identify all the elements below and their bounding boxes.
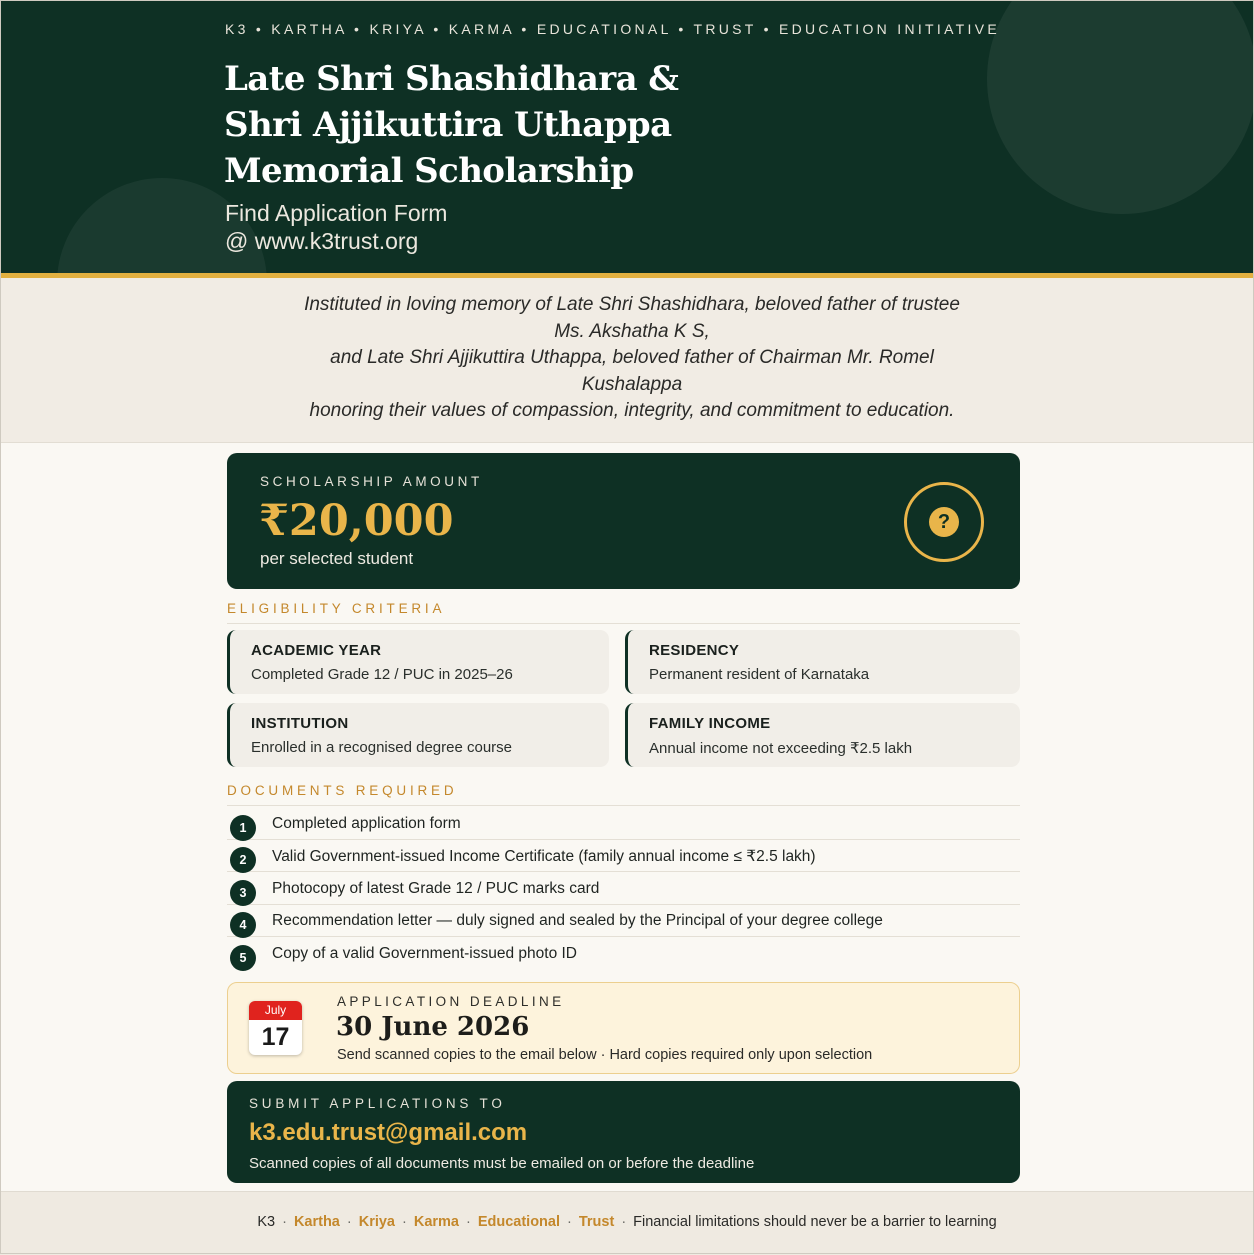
- scholarship-amount-card: [227, 453, 1020, 589]
- footer: [0, 1191, 1254, 1255]
- dedication-line: Instituted in loving memory of Late Shri Shashidhara, beloved father of trustee: [304, 294, 960, 315]
- question-badge-icon[interactable]: [904, 482, 984, 562]
- document-number: 5: [230, 945, 256, 971]
- calendar-day: 17: [261, 1023, 290, 1051]
- document-item: [227, 840, 1020, 872]
- deadline-date: 30 June 2026: [336, 1012, 530, 1042]
- deadline-label: APPLICATION DEADLINE: [337, 994, 565, 1009]
- document-item: [227, 905, 1020, 937]
- document-text: Valid Government-issued Income Certificate (family annual income ≤ ₹2.5 lakh): [272, 848, 816, 865]
- trust-tagline: K3 • KARTHA • KRIYA • KARMA • EDUCATIONAL • TRUST • EDUCATION INITIATIVE: [225, 21, 1000, 37]
- footer-word: Trust: [578, 1214, 615, 1230]
- footer-word: Karma: [413, 1214, 459, 1230]
- title-line: Memorial Scholarship: [224, 151, 634, 191]
- document-text: Recommendation letter — duly signed and sealed by the Principal of your degree college: [272, 912, 883, 929]
- footer-line: [0, 1214, 1254, 1230]
- document-number: 3: [230, 880, 256, 906]
- footer-separator: ·: [621, 1214, 627, 1230]
- scholarship-title: [224, 56, 864, 194]
- document-text: Completed application form: [272, 815, 461, 832]
- footer-word: Kartha: [293, 1214, 340, 1230]
- eligibility-desc: Permanent resident of Karnataka: [649, 666, 870, 683]
- footer-separator: ·: [402, 1214, 407, 1230]
- footer-motto: Financial limitations should never be a barrier to learning: [633, 1214, 997, 1230]
- eligibility-desc: Enrolled in a recognised degree course: [251, 739, 512, 756]
- footer-separator: ·: [282, 1214, 287, 1230]
- submit-email-link[interactable]: k3.edu.trust@gmail.com: [249, 1119, 528, 1146]
- dedication-text: [262, 292, 1002, 425]
- eligibility-title: RESIDENCY: [649, 642, 740, 659]
- documents-heading: DOCUMENTS REQUIRED: [227, 783, 1020, 806]
- eligibility-card-residency: [625, 630, 1020, 694]
- amount-value: ₹20,000: [259, 496, 454, 546]
- eligibility-heading: ELIGIBILITY CRITERIA: [227, 601, 1020, 624]
- dedication-line: Ms. Akshatha K S,: [554, 320, 710, 342]
- eligibility-title: INSTITUTION: [251, 715, 349, 732]
- submit-label: SUBMIT APPLICATIONS TO: [249, 1096, 506, 1111]
- document-number: 2: [230, 847, 256, 873]
- document-text: Photocopy of latest Grade 12 / PUC marks card: [272, 880, 600, 897]
- title-line: Shri Ajjikuttira Uthappa: [224, 105, 672, 145]
- amount-label: SCHOLARSHIP AMOUNT: [260, 474, 483, 489]
- document-item: [227, 808, 1020, 840]
- deadline-note: Send scanned copies to the email below · Hard copies required only upon selection: [337, 1047, 873, 1063]
- footer-separator: ·: [346, 1214, 352, 1230]
- eligibility-card-family-income: [625, 703, 1020, 767]
- deadline-card: [227, 982, 1020, 1074]
- decorative-circle: [987, 0, 1254, 214]
- application-form-info: [225, 199, 447, 255]
- eligibility-card-academic-year: [227, 630, 609, 694]
- amount-note: per selected student: [260, 549, 414, 568]
- footer-prefix: K3: [257, 1214, 276, 1230]
- dedication-section: [0, 278, 1254, 443]
- submit-card: [227, 1081, 1020, 1183]
- eligibility-desc: Completed Grade 12 / PUC in 2025–26: [251, 666, 513, 683]
- footer-word: Educational: [477, 1214, 561, 1230]
- website-link[interactable]: @ www.k3trust.org: [225, 228, 419, 254]
- document-item: [227, 938, 1020, 970]
- footer-separator: ·: [567, 1214, 572, 1230]
- subtitle-line: Find Application Form: [225, 200, 448, 226]
- document-text: Copy of a valid Government-issued photo ID: [272, 945, 577, 962]
- document-number: 1: [230, 815, 256, 841]
- dedication-line: Kushalappa: [581, 373, 683, 395]
- eligibility-title: ACADEMIC YEAR: [251, 642, 382, 659]
- footer-separator: ·: [465, 1214, 471, 1230]
- calendar-icon: [249, 1001, 302, 1055]
- title-line: Late Shri Shashidhara &: [224, 59, 679, 99]
- hero-banner: [0, 0, 1254, 278]
- eligibility-title: FAMILY INCOME: [649, 715, 771, 732]
- dedication-line: honoring their values of compassion, integrity, and commitment to education.: [309, 400, 955, 421]
- submit-note: Scanned copies of all documents must be emailed on or before the deadline: [249, 1155, 755, 1172]
- eligibility-card-institution: [227, 703, 609, 767]
- question-mark-icon: ?: [929, 507, 959, 537]
- document-number: 4: [230, 912, 256, 938]
- eligibility-desc: Annual income not exceeding ₹2.5 lakh: [649, 740, 913, 757]
- calendar-month: July: [249, 1001, 302, 1020]
- footer-word: Kriya: [358, 1214, 395, 1230]
- document-item: [227, 873, 1020, 905]
- dedication-line: and Late Shri Ajjikuttira Uthappa, beloved father of Chairman Mr. Romel: [330, 347, 934, 368]
